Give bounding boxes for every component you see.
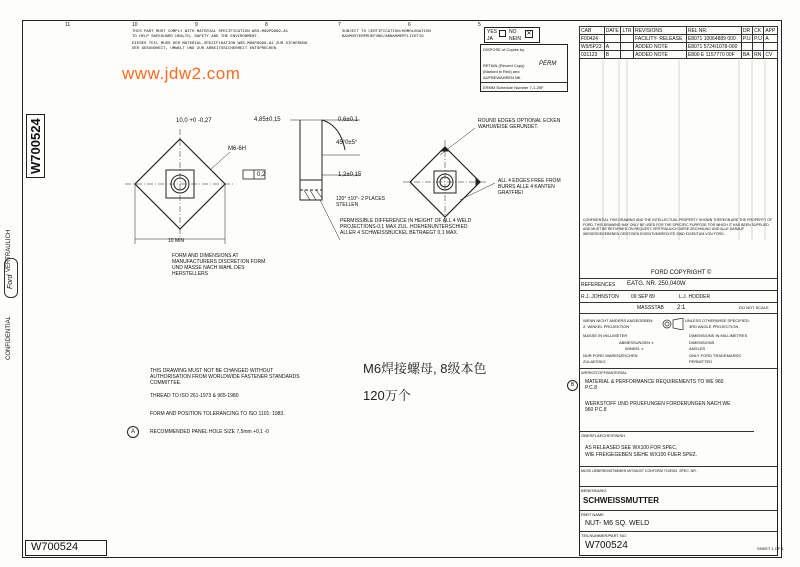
grid-col: 8 <box>265 22 268 28</box>
side-view-nut <box>290 120 360 200</box>
bottom-drawing-number: W700524 <box>31 541 79 553</box>
note-material-spec-de: DER GESUNDHEIT, UMWELT UND ZUR ARBEITSSICHERHEIT ENTSPRECHEN <box>132 47 277 51</box>
part-name-label: PART NAME <box>581 512 604 517</box>
rev-cell: A <box>604 43 621 51</box>
rev-col-header: REL NR. <box>686 27 741 35</box>
certification-checkbox-group <box>484 27 540 43</box>
part-no-label: TEILNUMMER/PART NO. <box>581 533 628 538</box>
rev-cell: P.U <box>741 35 752 43</box>
general-note-3: FORM AND POSITION TOLERANCING TO ISO 1101: 1983. <box>150 411 285 417</box>
overlay-cn-line2: 120万个 <box>363 388 411 403</box>
title-block <box>570 26 784 556</box>
table-row <box>580 43 778 51</box>
rev-cell: BA <box>741 51 752 59</box>
ford-trademark-note-en: ONLY FORD TRADEMARKS PERMITTED <box>689 353 741 364</box>
grid-col: 6 <box>408 22 411 28</box>
dim-projection-angle: 120° ±10°- 2 PLACES STELLEN <box>336 196 385 208</box>
projection-text: 2. WINKEL PROJEKTION <box>583 324 630 329</box>
sheet-info: SHEET 1 OF 1 <box>757 546 784 551</box>
note-material-spec: THIS PART MUST COMPLY WITH MATERIAL SPECIFICATION WSS-M99P9999-A1 <box>132 30 289 34</box>
projection-text: ABMESSUNGEN ± <box>619 340 654 345</box>
note-certification-de: BAUMUSTERPRUEFUNG/ABNAHMEPFLICHTIG <box>342 35 424 39</box>
confidential-notice: CONFIDENTIAL THIS DRAWING AND THE INTELLECTUAL PROPERTY SHOWN THEREON ARE THE PROPERTY OF FORD. THIS DRAWING MAY ONLY BE USED FOR THE SPECIFIC PURPOSE FOR WHICH IT HAS BEEN SUPPLIED AND MUST BE RETURNED ON REQUEST. VERTRAULICH DIESE ZEICHNUNG UND ALLE DARAUF WIEDERGEGEBENEN GEISTIGEN EIGENTUMSRECHTE SIND EIGENTUM VON FORD. <box>583 218 773 236</box>
revision-header <box>580 27 778 35</box>
material-spec-de: WERKSTOFF UND PRUEFUNGEN FORDERUNGEN NACH WE 960 P.C.8 <box>585 401 731 413</box>
projection-text: DIMENSIONS IN MILLIMETRES <box>689 333 748 338</box>
dim-projection-height: 1,2±0,15 <box>338 172 362 178</box>
projection-text: DIMENSIONS <box>689 340 715 345</box>
references-value: EATG. NR. 250,040W <box>627 281 686 287</box>
top-view-nut <box>125 129 235 244</box>
copyright: FORD COPYRIGHT © <box>651 270 712 276</box>
revision-table <box>579 26 778 59</box>
scale-value: 2:1 <box>677 305 686 311</box>
projection-text: WENN NICHT ANDERS ANGEGEBEN: <box>583 318 654 323</box>
projection-text: WINKEL ± <box>625 346 644 351</box>
note-a-circle: A <box>127 426 139 438</box>
rev-cell <box>621 51 634 59</box>
rev-cell: F00424 <box>580 35 605 43</box>
checked-by: L.J. HODDER <box>679 294 711 300</box>
rev-cell <box>764 43 778 51</box>
bottom-drawing-number-box <box>25 540 107 556</box>
rev-col-header: REVISIONS <box>634 27 687 35</box>
projection-text: ANGLES <box>689 346 706 351</box>
rev-col-header: DR <box>741 27 752 35</box>
note-material-spec-de: DIESES TEIL MUSS DER MATERIAL-SPEZIFIKATION WSS-M99P9999-A1 ZUR SICHERUNG <box>132 42 308 46</box>
part-name: NUT- M6 SQ. WELD <box>585 520 650 527</box>
dim-tolerance: 0,2 <box>257 172 266 178</box>
grid-col: 7 <box>338 22 341 28</box>
no-checkbox-checked[interactable]: ✕ <box>526 31 532 37</box>
overlay-cn-line1: M6焊接螺母, 8级本色 <box>363 361 487 376</box>
side-vertraulich: VERTRAULICH <box>6 229 12 272</box>
bottom-view-nut <box>403 140 487 224</box>
references-label: REFERENCES <box>581 282 616 288</box>
scale-label: MASSSTAB <box>637 305 664 311</box>
material-label: WERKSTOFF/MATERIAL <box>581 370 627 375</box>
finish-en: AS RELEASED SEE WX100 FOR SPEC. <box>585 445 678 451</box>
rev-cell <box>621 35 634 43</box>
rev-cell: B <box>604 51 621 59</box>
general-note-2: THREAD TO ISO 261-1973 & 965-1980 <box>150 393 239 399</box>
yes-checkbox[interactable] <box>499 30 506 37</box>
do-not-scale: DO NOT SCALE <box>739 305 769 310</box>
ford-trademark-note-de: NUR FORD WARENZEICHEN ZULAESSIG <box>583 353 638 364</box>
dim-angle: 45°0±5° <box>336 140 358 146</box>
rev-cell: P.U <box>753 35 764 43</box>
retain-label: RETAIN (Record Copy) (Marked in Red) and AUFBEWAHREN Mit <box>483 63 525 80</box>
dim-thread: M6-6H <box>228 146 247 152</box>
rev-col-header: DATE <box>604 27 621 35</box>
projection-text: 3RD ANGLE PROJECTION <box>689 324 739 329</box>
rev-cell: E800 E 1157770 00F <box>686 51 741 59</box>
rev-cell: 031123 <box>580 51 605 59</box>
benennung-label: BENENNUNG <box>581 488 607 493</box>
grid-col: 11 <box>65 22 71 28</box>
ford-oval-logo <box>4 258 18 298</box>
note-form-dimensions: FORM AND DIMENSIONS AT MANUFACTURERS DISCRETION FORM UND MASSE NACH WAHL DES HERSTELLERS <box>172 253 266 277</box>
ja-label: JA <box>487 36 493 42</box>
nein-label: NEIN <box>509 36 521 42</box>
rev-cell: E8071 10064889 000 <box>686 35 741 43</box>
side-drawing-number: W700524 <box>26 114 45 178</box>
note-permissible-difference: PERMISSIBLE DIFFERENCE IN HEIGHT OF ALL 4 WELD PROJECTIONS-0,1 MAX ZUL. HOEHENUNTERSCHIED ALLER 4 SCHWEISSBUCKEL BETRAEGT 0,1 MAX. <box>340 218 472 236</box>
rev-cell <box>604 35 621 43</box>
drawn-date: 09 SEP 89 <box>631 294 655 300</box>
rev-cell <box>753 43 764 51</box>
general-note-4: RECOMMENDED PANEL HOLE SIZE 7,5mm +0,1 -0 <box>150 429 269 435</box>
rev-cell: A <box>764 35 778 43</box>
watermark-url: www.jdw2.com <box>122 64 241 83</box>
finish-label: OBERFLAECHE/FINISH <box>581 433 626 438</box>
rev-cell <box>741 43 752 51</box>
perm-label: PERM <box>539 61 557 67</box>
title-german: SCHWEISSMUTTER <box>583 496 659 505</box>
material-spec-en: MATERIAL & PERFORMANCE REQUIREMENTS TO WE 960 P.C.8 <box>585 379 724 391</box>
rev-cell: FACILITY- RELEASE <box>634 35 687 43</box>
general-note-1: THIS DRAWING MUST NOT BE CHANGED WITHOUT AUTHORISATION FROM WORLDWIDE FASTENER STANDARDS COMMITTEE. <box>150 368 300 386</box>
grid-col: 5 <box>478 22 481 28</box>
note-b-circle: B <box>567 380 578 391</box>
revision-blank-rows <box>579 60 778 240</box>
part-number: W700524 <box>585 540 628 551</box>
yes-label: YES <box>487 29 498 35</box>
grid-col: 9 <box>195 22 198 28</box>
rev-col-header: CAB <box>580 27 605 35</box>
ford-logo-text: Ford <box>7 274 14 289</box>
table-row <box>580 51 778 59</box>
no-label: NO <box>509 29 517 35</box>
table-row <box>580 35 778 43</box>
side-confidential: CONFIDENTIAL <box>6 315 12 360</box>
note-certification: SUBJECT TO CERTIFICATION/HOMOLOGATION <box>342 30 431 34</box>
rev-col-header: APP <box>764 27 778 35</box>
note-material-spec: TO HELP SAFEGUARD HEALTH, SAFETY AND THE ENVIRONMENT. <box>132 35 260 39</box>
rev-cell: ADDED NOTE <box>634 43 687 51</box>
rev-cell: ADDED NOTE <box>634 51 687 59</box>
rev-cell: RN <box>753 51 764 59</box>
rev-cell: E8071 5724/1078-000 <box>686 43 741 51</box>
dim-width: 10,0 +0 -0,27 <box>176 118 212 124</box>
ermm-schedule: ERMM Schedule Number 7-1-25F <box>483 85 544 90</box>
grid-col: 10 <box>132 22 138 28</box>
rev-cell: CV <box>764 51 778 59</box>
projection-symbol-icon <box>661 318 685 330</box>
projection-text: UNLESS OTHERWISE SPECIFIED: <box>685 318 750 323</box>
rev-cell: W9/5P23 <box>580 43 605 51</box>
rev-cell <box>621 43 634 51</box>
rev-col-header: LTR <box>621 27 634 35</box>
dim-projection: 0,6±0,1 <box>338 117 358 123</box>
projection-text: MASSE IN MILLIMETER <box>583 333 628 338</box>
note-round-edges: ROUND EDGES OPTIONAL ECKEN WAHLWEISE GERUNDET. <box>478 118 561 130</box>
dim-height: 4,85±0,15 <box>254 117 281 123</box>
conform-label: MUSS UEBEREINSTIMMEN MIT/MUST CONFORM TO/ENG. SPEC. NR. <box>581 469 697 473</box>
rev-col-header: CK <box>753 27 764 35</box>
dim-min: 10 MIN <box>168 238 185 244</box>
note-edges-burrs: ALL 4 EDGES FREE FROM BURRS ALLE 4 KANTEN GRATFREI <box>498 178 561 196</box>
dispose-label: DISPOSE of Copies by <box>483 47 525 52</box>
drawn-by: R.J. JOHNSTON <box>581 294 619 300</box>
disposal-box <box>480 44 568 92</box>
finish-de: WIE FREIGEGEBEN SIEHE WX100 FUER SPEZ. <box>585 452 697 458</box>
